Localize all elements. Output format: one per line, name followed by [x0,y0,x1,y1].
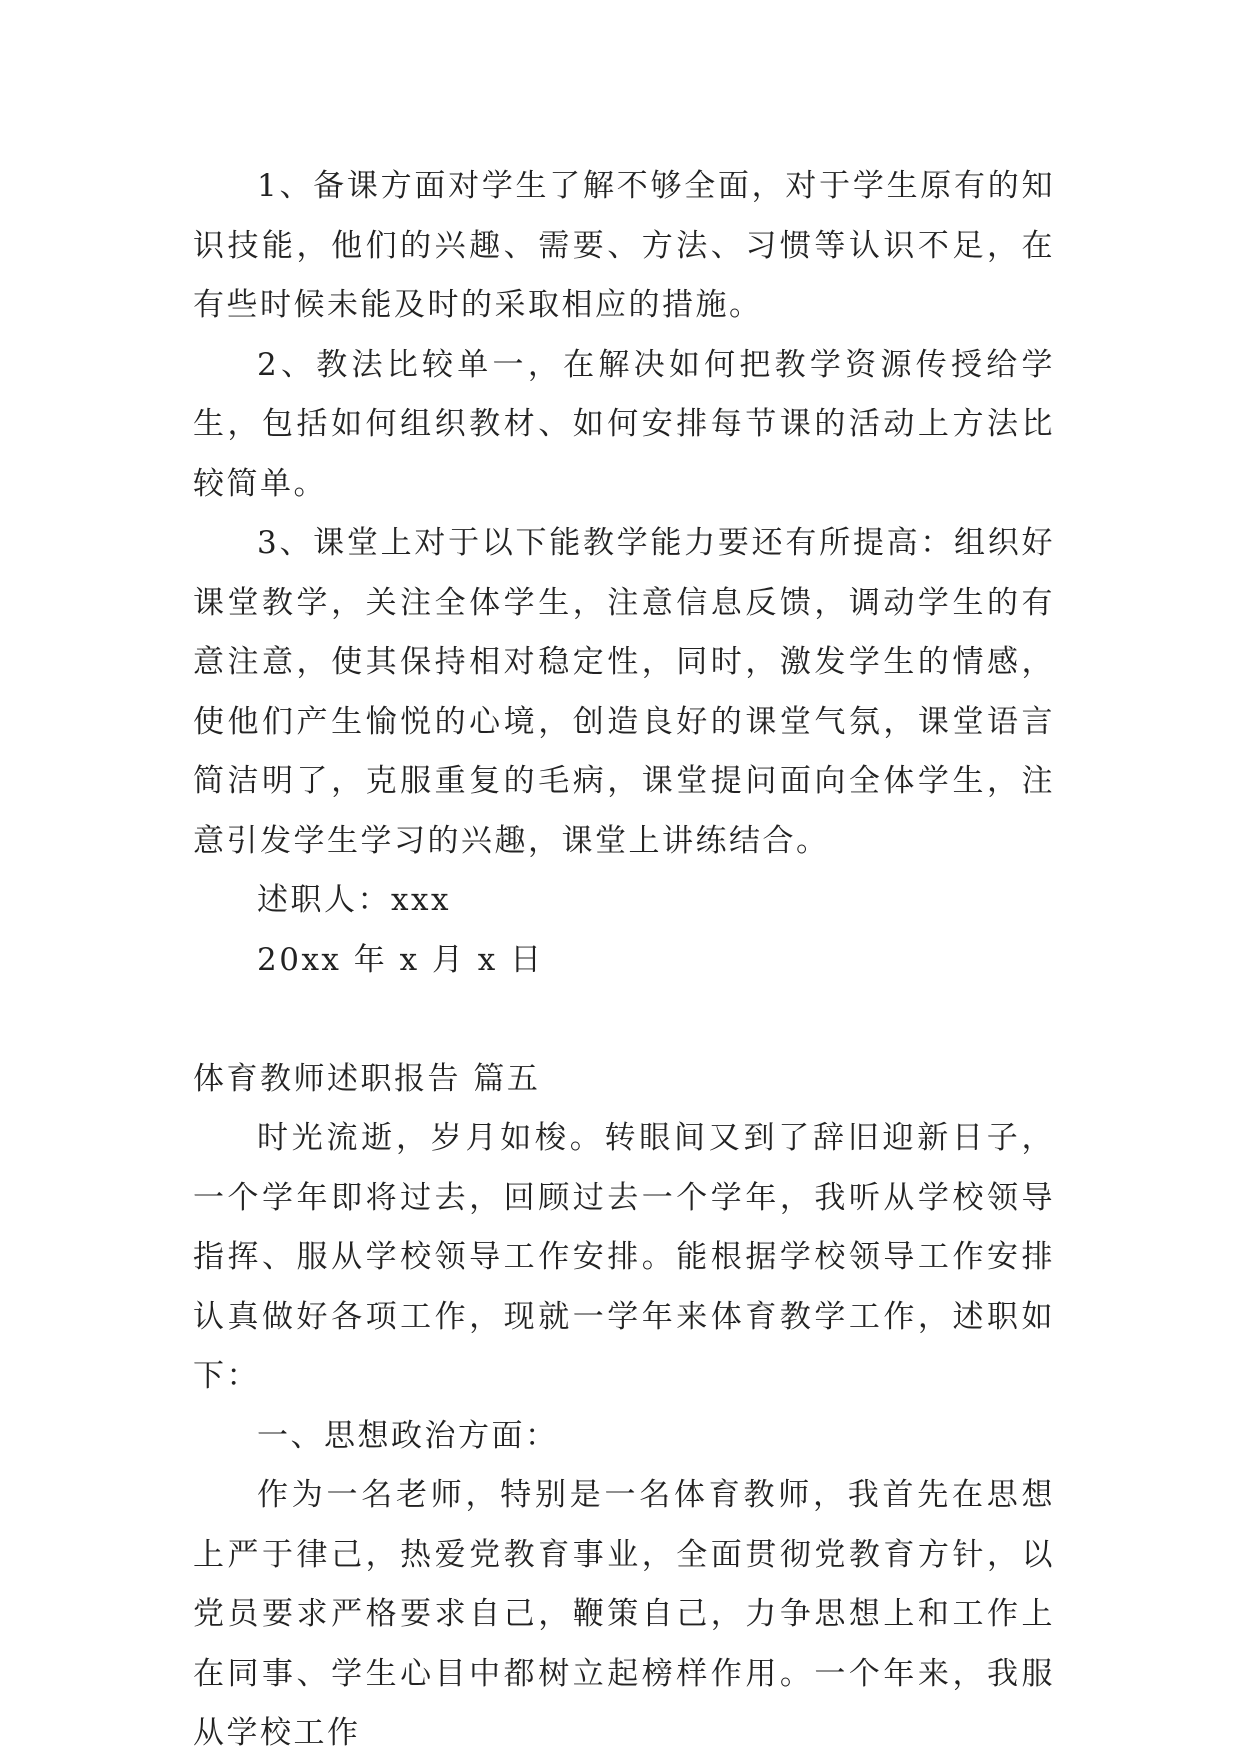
heading-political-thought: 一、思想政治方面： [257,1417,559,1454]
paragraph-political-thought: 作为一名老师，特别是一名体育教师，我首先在思想上严于律己，热爱党教育事业，全面贯彻党教育方针，以党员要求严格要求自己，鞭策自己，力争思想上和工作上在同事、学生心目中都树立起榜样作用。一个年来，我服从学校工作 [193,1477,1055,1751]
section-title: 体育教师述职报告 篇五 [193,1060,541,1097]
document-body [193,157,1055,1764]
paragraph-classroom-ability: 3、课堂上对于以下能教学能力要还有所提高：组织好课堂教学，关注全体学生，注意信息反馈，调动学生的有意注意，使其保持相对稳定性，同时，激发学生的情感，使他们产生愉悦的心境，创造良好的课堂气氛，课堂语言简洁明了，克服重复的毛病，课堂提问面向全体学生，注意引发学生学习的兴趣，课堂上讲练结合。 [193,525,1055,859]
paragraph-intro: 时光流逝，岁月如梭。转眼间又到了辞旧迎新日子，一个学年即将过去，回顾过去一个学年，我听从学校领导指挥、服从学校领导工作安排。能根据学校领导工作安排认真做好各项工作，现就一学年来体育教学工作，述职如下： [193,1120,1055,1394]
date-line: 20xx 年 x 月 x 日 [257,941,544,978]
paragraph-lesson-prep: 1、备课方面对学生了解不够全面，对于学生原有的知识技能，他们的兴趣、需要、方法、习惯等认识不足，在有些时候未能及时的采取相应的措施。 [193,168,1055,323]
paragraph-teaching-method: 2、教法比较单一，在解决如何把教学资源传授给学生，包括如何组织教材、如何安排每节课的活动上方法比较简单。 [193,346,1055,502]
signature-line: 述职人：xxx [257,882,451,918]
